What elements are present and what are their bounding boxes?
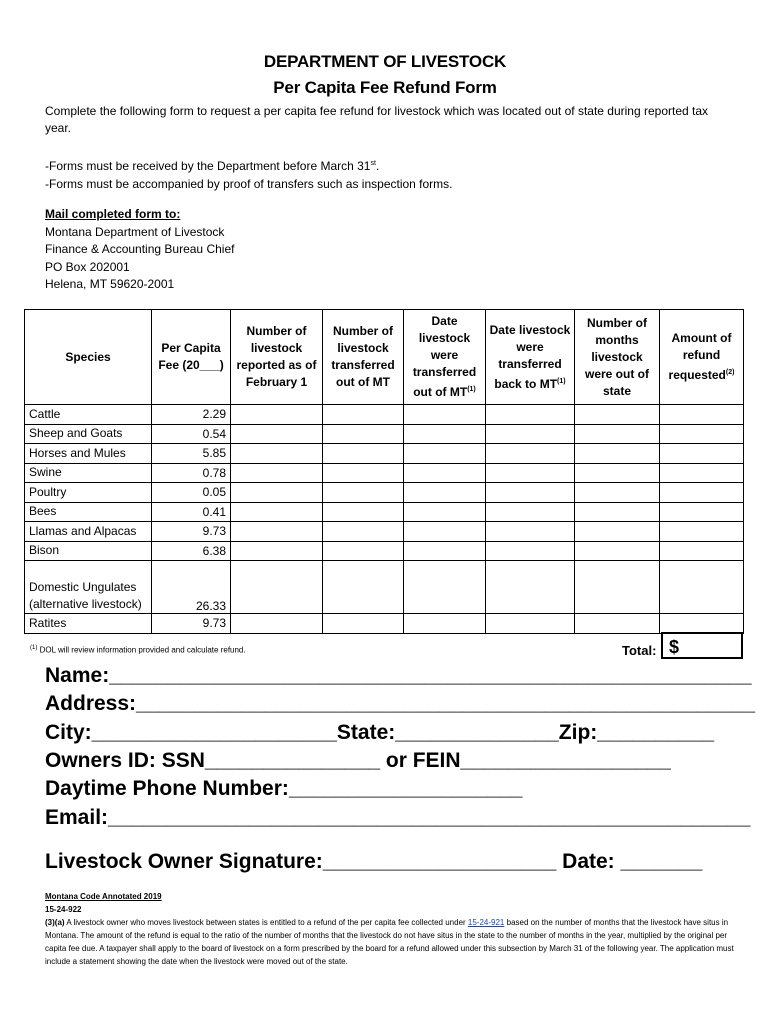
address-field[interactable]: Address:_____________________________________________________ (45, 692, 756, 715)
species-cell: Ratites (25, 614, 152, 634)
table-row (25, 483, 744, 503)
fee-cell: 9.73 (152, 522, 231, 542)
date-back-input-cell[interactable] (486, 463, 575, 483)
months-input-cell[interactable] (575, 541, 660, 561)
amount-input-cell[interactable] (660, 463, 744, 483)
fee-cell: 0.78 (152, 463, 231, 483)
date-out-input-cell[interactable] (404, 502, 486, 522)
date-out-input-cell[interactable] (404, 405, 486, 425)
species-cell: Domestic Ungulates (alternative livestock) (25, 561, 152, 614)
transferred-input-cell[interactable] (323, 541, 404, 561)
table-row (25, 463, 744, 483)
reported-input-cell[interactable] (231, 444, 323, 464)
reported-input-cell[interactable] (231, 483, 323, 503)
mail-line: Finance & Accounting Bureau Chief (45, 242, 235, 256)
transferred-input-cell[interactable] (323, 502, 404, 522)
months-input-cell[interactable] (575, 444, 660, 464)
date-out-input-cell[interactable] (404, 561, 486, 614)
date-out-input-cell[interactable] (404, 444, 486, 464)
species-cell: Swine (25, 463, 152, 483)
amount-input-cell[interactable] (660, 541, 744, 561)
months-input-cell[interactable] (575, 483, 660, 503)
transferred-input-cell[interactable] (323, 561, 404, 614)
date-back-input-cell[interactable] (486, 614, 575, 634)
date-back-input-cell[interactable] (486, 444, 575, 464)
code-section: 15-24-922 (45, 905, 82, 914)
mailing-address (45, 206, 445, 294)
fee-cell: 0.54 (152, 424, 231, 444)
months-input-cell[interactable] (575, 405, 660, 425)
mail-line: PO Box 202001 (45, 259, 130, 274)
reported-input-cell[interactable] (231, 463, 323, 483)
date-out-input-cell[interactable] (404, 614, 486, 634)
amount-input-cell[interactable] (660, 405, 744, 425)
amount-input-cell[interactable] (660, 614, 744, 634)
date-out-input-cell[interactable] (404, 541, 486, 561)
transferred-input-cell[interactable] (323, 424, 404, 444)
legal-reference (45, 890, 735, 968)
date-out-input-cell[interactable] (404, 522, 486, 542)
code-title: Montana Code Annotated 2019 (45, 892, 162, 901)
transferred-input-cell[interactable] (323, 444, 404, 464)
col-header-species: Species (25, 310, 152, 405)
transferred-input-cell[interactable] (323, 405, 404, 425)
col-header-fee: Per Capita Fee (20___) (152, 310, 231, 405)
table-row (25, 502, 744, 522)
fee-cell: 0.41 (152, 502, 231, 522)
requirement-deadline: -Forms must be received by the Department before March 31st. (45, 159, 380, 173)
fee-cell: 2.29 (152, 405, 231, 425)
date-out-input-cell[interactable] (404, 424, 486, 444)
table-row (25, 614, 744, 634)
reported-input-cell[interactable] (231, 561, 323, 614)
mail-line: Helena, MT 59620-2001 (45, 277, 175, 291)
intro-text: Complete the following form to request a per capita fee refund for livestock which was located out of state during reported tax year. (45, 104, 709, 135)
refund-table (24, 309, 744, 634)
transferred-input-cell[interactable] (323, 522, 404, 542)
reported-input-cell[interactable] (231, 541, 323, 561)
date-back-input-cell[interactable] (486, 483, 575, 503)
col-header-amount: Amount of refund requested$^{(2)}$ (660, 310, 744, 405)
amount-input-cell[interactable] (660, 522, 744, 542)
species-cell: Poultry (25, 483, 152, 503)
date-back-input-cell[interactable] (486, 561, 575, 614)
species-cell: Horses and Mules (25, 444, 152, 464)
total-label: Total: (622, 643, 657, 658)
amount-input-cell[interactable] (660, 561, 744, 614)
date-back-input-cell[interactable] (486, 502, 575, 522)
phone-field[interactable]: Daytime Phone Number:____________________ (45, 777, 523, 800)
amount-input-cell[interactable] (660, 424, 744, 444)
reported-input-cell[interactable] (231, 522, 323, 542)
mail-heading: Mail completed form to: (45, 207, 181, 221)
species-cell: Bees (25, 502, 152, 522)
date-back-input-cell[interactable] (486, 424, 575, 444)
fee-cell: 0.05 (152, 483, 231, 503)
table-row (25, 405, 744, 425)
requirement-proof: -Forms must be accompanied by proof of transfers such as inspection forms. (45, 177, 453, 191)
amount-input-cell[interactable] (660, 444, 744, 464)
date-back-input-cell[interactable] (486, 522, 575, 542)
total-amount-field[interactable]: $ (661, 632, 743, 659)
reported-input-cell[interactable] (231, 502, 323, 522)
fee-cell: 9.73 (152, 614, 231, 634)
owners-id-field[interactable]: Owners ID: SSN_______________ or FEIN__________________ (45, 749, 671, 772)
col-header-date-out: Date livestock were transferred out of MT$^{(1)}$ (404, 310, 486, 405)
date-out-input-cell[interactable] (404, 483, 486, 503)
months-input-cell[interactable] (575, 502, 660, 522)
mail-line: Montana Department of Livestock (45, 224, 225, 239)
name-field[interactable]: Name:_______________________________________________________ (45, 664, 752, 687)
fee-cell: 26.33 (152, 561, 231, 614)
table-footnote: $^{(1)}$ DOL will review information provided and calculate refund. (30, 645, 246, 655)
signature-date-field[interactable]: Livestock Owner Signature:____________________ Date: _______ (45, 850, 703, 873)
transferred-input-cell[interactable] (323, 614, 404, 634)
species-cell: Cattle (25, 405, 152, 425)
transferred-input-cell[interactable] (323, 483, 404, 503)
amount-input-cell[interactable] (660, 502, 744, 522)
date-back-input-cell[interactable] (486, 405, 575, 425)
date-back-input-cell[interactable] (486, 541, 575, 561)
table-row (25, 522, 744, 542)
table-row (25, 561, 744, 614)
date-out-input-cell[interactable] (404, 463, 486, 483)
reported-input-cell[interactable] (231, 405, 323, 425)
species-cell: Llamas and Alpacas (25, 522, 152, 542)
table-header-row (25, 310, 744, 405)
species-cell: Bison (25, 541, 152, 561)
amount-input-cell[interactable] (660, 483, 744, 503)
months-input-cell[interactable] (575, 424, 660, 444)
months-input-cell[interactable] (575, 561, 660, 614)
page-title: DEPARTMENT OF LIVESTOCK (263, 52, 507, 71)
city-state-zip-field[interactable]: City:_____________________State:______________Zip:__________ (45, 721, 715, 744)
reported-input-cell[interactable] (231, 424, 323, 444)
fee-cell: 6.38 (152, 541, 231, 561)
col-header-date-back: Date livestock were transferred back to MT$^{(1)}$ (486, 310, 575, 405)
months-input-cell[interactable] (575, 522, 660, 542)
transferred-input-cell[interactable] (323, 463, 404, 483)
code-text: (3)(a) A livestock owner who moves livestock between states is entitled to a refund of the per capita fee collected under 15-24-921 based on the number of months that the livestock have situs in Montana. The amount of the refund is equal to the ratio of the number of months that the livestock do not have situs in the state to the number of months in the year, multiplied by the original per capita fee due. A taxpayer shall apply to the board of livestock on a form prescribed by the board for a refund allowed under this subsection by March 31 of the following year. The application must include a statement showing the date when the livestock were moved out of the state. (45, 918, 734, 966)
col-header-reported: Number of livestock reported as of February 1 (231, 310, 323, 405)
species-cell: Sheep and Goats (25, 424, 152, 444)
col-header-transferred-out: Number of livestock transferred out of MT (323, 310, 404, 405)
col-header-months: Number of months livestock were out of state (575, 310, 660, 405)
table-row (25, 444, 744, 464)
months-input-cell[interactable] (575, 614, 660, 634)
email-field[interactable]: Email:_______________________________________________________ (45, 806, 751, 829)
requirements (45, 155, 725, 193)
table-row (25, 541, 744, 561)
statute-link[interactable]: 15-24-921 (467, 918, 505, 927)
form-subtitle: Per Capita Fee Refund Form (273, 78, 497, 97)
fee-cell: 5.85 (152, 444, 231, 464)
months-input-cell[interactable] (575, 463, 660, 483)
reported-input-cell[interactable] (231, 614, 323, 634)
table-row (25, 424, 744, 444)
